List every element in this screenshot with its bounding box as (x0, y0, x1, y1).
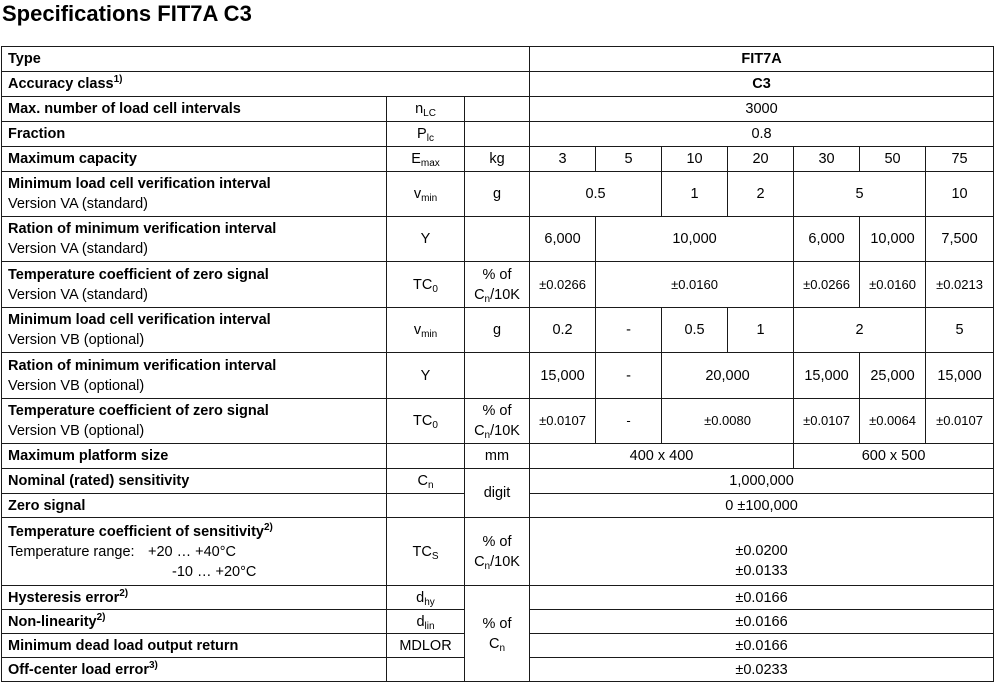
footnote-mark: 3) (149, 659, 158, 671)
unit-cell: % of $C_n/10K$ (465, 518, 530, 586)
table-row (2, 518, 994, 586)
symbol-cell: $TC_0$ (387, 399, 465, 444)
value-cell: ±0.0266 (794, 262, 860, 308)
row-label: Non-linearity$^{2)}$ (2, 610, 387, 634)
value-cell: 10,000 (596, 217, 794, 262)
value-cell: 20,000 (662, 353, 794, 399)
value-cell: 600 x 500 (794, 444, 994, 469)
page-title: Specifications FIT7A C3 (2, 1, 252, 26)
table-row (2, 444, 994, 469)
symbol-cell: $v_{min}$ (387, 308, 465, 353)
capacity-value: 50 (860, 147, 926, 172)
value-cell: ±0.0233 (530, 658, 994, 682)
symbol-cell (387, 494, 465, 518)
unit-cell: mm (465, 444, 530, 469)
value-cell: ±0.0200 ±0.0133 (530, 518, 994, 586)
value-cell: ±0.0107 (530, 399, 596, 444)
unit-cell: % of $C_n/10K$ (465, 399, 530, 444)
value-cell: 1 (662, 172, 728, 217)
row-label: Minimum dead load output return (2, 634, 387, 658)
value-cell: 2 (794, 308, 926, 353)
symbol-cell: $E_{max}$ (387, 147, 465, 172)
row-label: Temperature coefficient of sensitivity$^{2)}$ Temperature range: +20 … +40°C -10 … +20°C (2, 518, 387, 586)
value-cell: 5 (794, 172, 926, 217)
table-row (2, 72, 994, 97)
table-row (2, 217, 994, 262)
row-label: Nominal (rated) sensitivity (2, 469, 387, 494)
row-label: Hysteresis error$^{2)}$ (2, 586, 387, 610)
specifications-table (1, 46, 994, 682)
row-label: Ration of minimum verification interval Version VB (optional) (2, 353, 387, 399)
value-cell: 0.5 (530, 172, 662, 217)
value-cell: ±0.0213 (926, 262, 994, 308)
value-cell: 3000 (530, 97, 994, 122)
value-cell: 10 (926, 172, 994, 217)
capacity-value: 5 (596, 147, 662, 172)
unit-cell: % of $C_n$ (465, 586, 530, 682)
row-label: Maximum capacity (2, 147, 387, 172)
value-cell: 15,000 (794, 353, 860, 399)
value-cell: 15,000 (530, 353, 596, 399)
value-cell: 2 (728, 172, 794, 217)
unit-cell: g (465, 308, 530, 353)
value-cell: ±0.0080 (662, 399, 794, 444)
value-cell: 6,000 (530, 217, 596, 262)
value-cell: ±0.0266 (530, 262, 596, 308)
value-cell: 1 (728, 308, 794, 353)
value-cell: ±0.0107 (926, 399, 994, 444)
value-cell: 25,000 (860, 353, 926, 399)
row-label: Ration of minimum verification interval Version VA (standard) (2, 217, 387, 262)
table-row (2, 147, 994, 172)
symbol-cell: $P_{lc}$ (387, 122, 465, 147)
row-label: Temperature coefficient of zero signal Version VA (standard) (2, 262, 387, 308)
symbol-cell: $d_{lin}$ (387, 610, 465, 634)
accuracy-value: C3 (530, 72, 994, 97)
value-cell: - (596, 399, 662, 444)
value-cell: 5 (926, 308, 994, 353)
value-cell: ±0.0160 (596, 262, 794, 308)
symbol-cell: $n_{LC}$ (387, 97, 465, 122)
value-cell: 0.5 (662, 308, 728, 353)
row-label: Off-center load error$^{3)}$ (2, 658, 387, 682)
row-label: Fraction (2, 122, 387, 147)
unit-cell: g (465, 172, 530, 217)
row-label: Accuracy class$^{1)}$ (2, 72, 530, 97)
table-row (2, 399, 994, 444)
symbol-cell (387, 444, 465, 469)
symbol-cell: $d_{hy}$ (387, 586, 465, 610)
value-cell: 0.2 (530, 308, 596, 353)
symbol-cell (387, 658, 465, 682)
capacity-value: 30 (794, 147, 860, 172)
value-cell: - (596, 353, 662, 399)
table-row (2, 353, 994, 399)
table-row (2, 172, 994, 217)
table-row (2, 262, 994, 308)
unit-cell: kg (465, 147, 530, 172)
capacity-value: 3 (530, 147, 596, 172)
row-label: Zero signal (2, 494, 387, 518)
value-cell: 10,000 (860, 217, 926, 262)
footnote-mark: 1) (113, 74, 123, 85)
symbol-cell: Y (387, 353, 465, 399)
unit-cell: digit (465, 469, 530, 518)
table-row (2, 308, 994, 353)
symbol-cell: Y (387, 217, 465, 262)
row-label: Minimum load cell verification interval Version VB (optional) (2, 308, 387, 353)
row-label: Max. number of load cell intervals (2, 97, 387, 122)
value-cell: ±0.0166 (530, 634, 994, 658)
row-label: Minimum load cell verification interval Version VA (standard) (2, 172, 387, 217)
row-label: Temperature coefficient of zero signal Version VB (optional) (2, 399, 387, 444)
value-cell: 1,000,000 (530, 469, 994, 494)
unit-cell (465, 97, 530, 122)
table-row (2, 122, 994, 147)
unit-cell (465, 122, 530, 147)
value-cell: 7,500 (926, 217, 994, 262)
value-cell: - (596, 308, 662, 353)
unit-cell: % of $C_n/10K$ (465, 262, 530, 308)
value-cell: 15,000 (926, 353, 994, 399)
value-cell: 0 ±100,000 (530, 494, 994, 518)
unit-cell (465, 217, 530, 262)
unit-cell (465, 353, 530, 399)
capacity-value: 75 (926, 147, 994, 172)
value-cell: ±0.0166 (530, 586, 994, 610)
footnote-mark: 2) (96, 611, 106, 623)
symbol-cell: MDLOR (387, 634, 465, 658)
value-cell: 400 x 400 (530, 444, 794, 469)
symbol-cell: $TC_S$ (387, 518, 465, 586)
footnote-mark: 2) (119, 587, 129, 599)
table-row (2, 47, 994, 72)
symbol-cell: $C_n$ (387, 469, 465, 494)
footnote-mark: 2) (263, 521, 273, 533)
value-cell: 0.8 (530, 122, 994, 147)
row-label: Type (2, 47, 530, 72)
table-row (2, 469, 994, 494)
table-row (2, 97, 994, 122)
value-cell: ±0.0166 (530, 610, 994, 634)
value-cell: ±0.0107 (794, 399, 860, 444)
capacity-value: 20 (728, 147, 794, 172)
type-value: FIT7A (530, 47, 994, 72)
symbol-cell: $TC_0$ (387, 262, 465, 308)
table-row (2, 586, 994, 610)
value-cell: ±0.0160 (860, 262, 926, 308)
value-cell: 6,000 (794, 217, 860, 262)
symbol-cell: $v_{min}$ (387, 172, 465, 217)
row-label: Maximum platform size (2, 444, 387, 469)
capacity-value: 10 (662, 147, 728, 172)
value-cell: ±0.0064 (860, 399, 926, 444)
